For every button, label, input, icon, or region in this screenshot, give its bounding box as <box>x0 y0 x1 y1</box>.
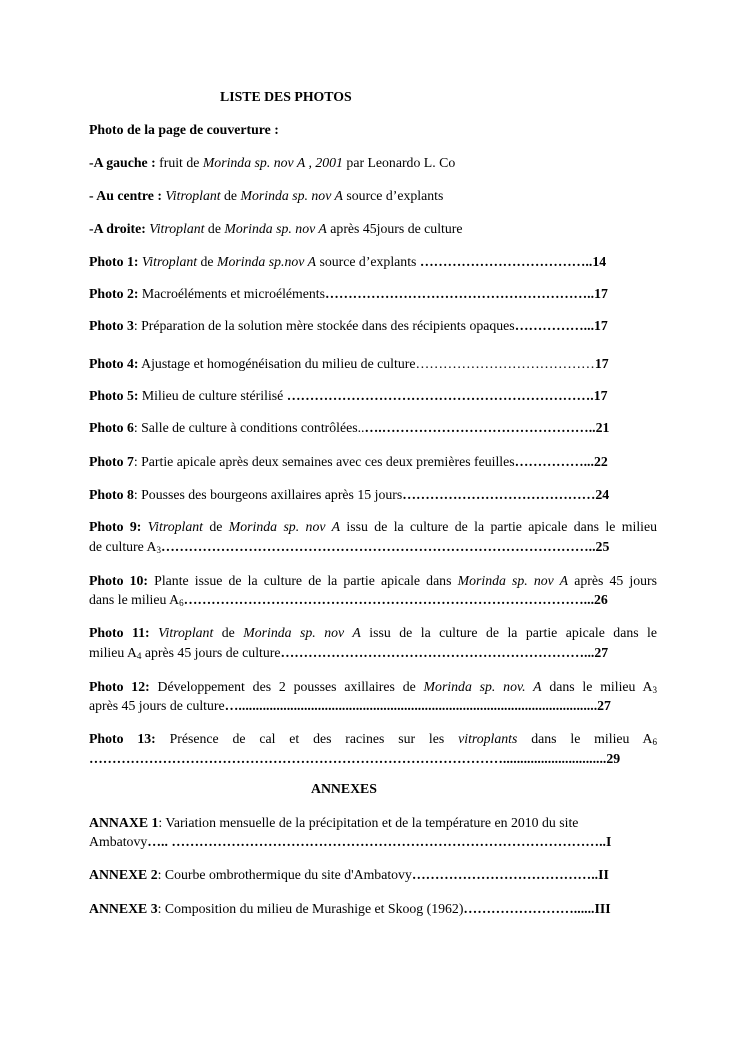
toc-entry-photo-3: Photo 3: Préparation de la solution mère stockée dans des récipients opaques……………...17 <box>89 318 608 333</box>
toc-entry-photo-13-line-2: ………………………………………………………………………………..............................29 <box>89 751 621 766</box>
annex-entry-3: ANNEXE 3: Composition du milieu de Murashige et Skoog (1962)……………………......III <box>89 901 611 916</box>
toc-entry-photo-10-line-1: Photo 10: Plante issue de la culture de la partie apicale dans Morinda sp. nov A après 45 jours <box>89 573 657 588</box>
cover-center-entry: - Au centre : Vitroplant de Morinda sp. nov A source d’explants <box>89 188 444 203</box>
toc-entry-photo-2: Photo 2: Macroéléments et microéléments…………………………………………………..17 <box>89 286 608 301</box>
toc-entry-photo-1: Photo 1: Vitroplant de Morinda sp.nov A source d’explants ………………………………..14 <box>89 254 607 269</box>
annexes-title: ANNEXES <box>311 781 377 796</box>
toc-entry-photo-11-line-2: milieu $A_4$ après 45 jours de culture…………………………………………………………...27 <box>89 645 609 661</box>
toc-entry-photo-12-line-2: après 45 jours de culture…........................................................................................................27 <box>89 698 611 713</box>
toc-entry-photo-13-line-1: Photo 13: Présence de cal et des racines sur les vitroplants dans le milieu $A_6$ <box>89 731 657 747</box>
toc-entry-photo-10-line-2: dans le milieu $A_6\dots\dots\dots\dots\dots\dots\dots\dots\dots\dots\dots\dots\dots\dots\dots\dots\dots\dots\dots\dots\dots\dots\dots\dots\dots\dots\dots\dots\dots...26$ <box>89 592 608 608</box>
toc-entry-photo-9-line-2: de culture $A_3\dots\dots\dots\dots\dots\dots\dots\dots\dots\dots\dots\dots\dots\dots\dots\dots\dots\dots\dots\dots\dots\dots\dots\dots\dots\dots\dots\dots\dots\dots\dots..25$ <box>89 539 610 555</box>
toc-entry-photo-6: Photo 6: Salle de culture à conditions contrôlées..….………………………………………..21 <box>89 420 610 435</box>
cover-heading: Photo de la page de couverture : <box>89 122 279 137</box>
list-title: LISTE DES PHOTOS <box>220 89 352 104</box>
annex-entry-1-line-1: ANNAXE 1: Variation mensuelle de la précipitation et de la température en 2010 du site <box>89 815 579 830</box>
cover-right-entry: -A droite: Vitroplant de Morinda sp. nov A après 45jours de culture <box>89 221 463 236</box>
toc-entry-photo-11-line-1: Photo 11: Vitroplant de Morinda sp. nov A issu de la culture de la partie apicale dans le <box>89 625 657 640</box>
cover-left-entry: -A gauche : fruit de Morinda sp. nov A , 2001 par Leonardo L. Co <box>89 155 456 170</box>
toc-entry-photo-12-line-1: Photo 12: Développement des 2 pousses axillaires de Morinda sp. nov. A dans le milieu $A_3$ <box>89 679 657 695</box>
annex-entry-2: ANNEXE 2: Courbe ombrothermique du site d'Ambatovy…………………………………..II <box>89 867 609 882</box>
annex-entry-1-line-2: Ambatovy….. …………………………………………………………………………………..I <box>89 834 612 849</box>
toc-entry-photo-8: Photo 8: Pousses des bourgeons axillaires après 15 jours……………………………………24 <box>89 487 610 502</box>
toc-entry-photo-7: Photo 7: Partie apicale après deux semaines avec ces deux premières feuilles……………...22 <box>89 454 608 469</box>
toc-entry-photo-4: Photo 4: Ajustage et homogénéisation du milieu de culture…………………………………17 <box>89 356 609 371</box>
toc-entry-photo-9-line-1: Photo 9: Vitroplant de Morinda sp. nov A issu de la culture de la partie apicale dans le milieu <box>89 519 657 534</box>
toc-entry-photo-5: Photo 5: Milieu de culture stérilisé ………………………………………………………….17 <box>89 388 608 403</box>
